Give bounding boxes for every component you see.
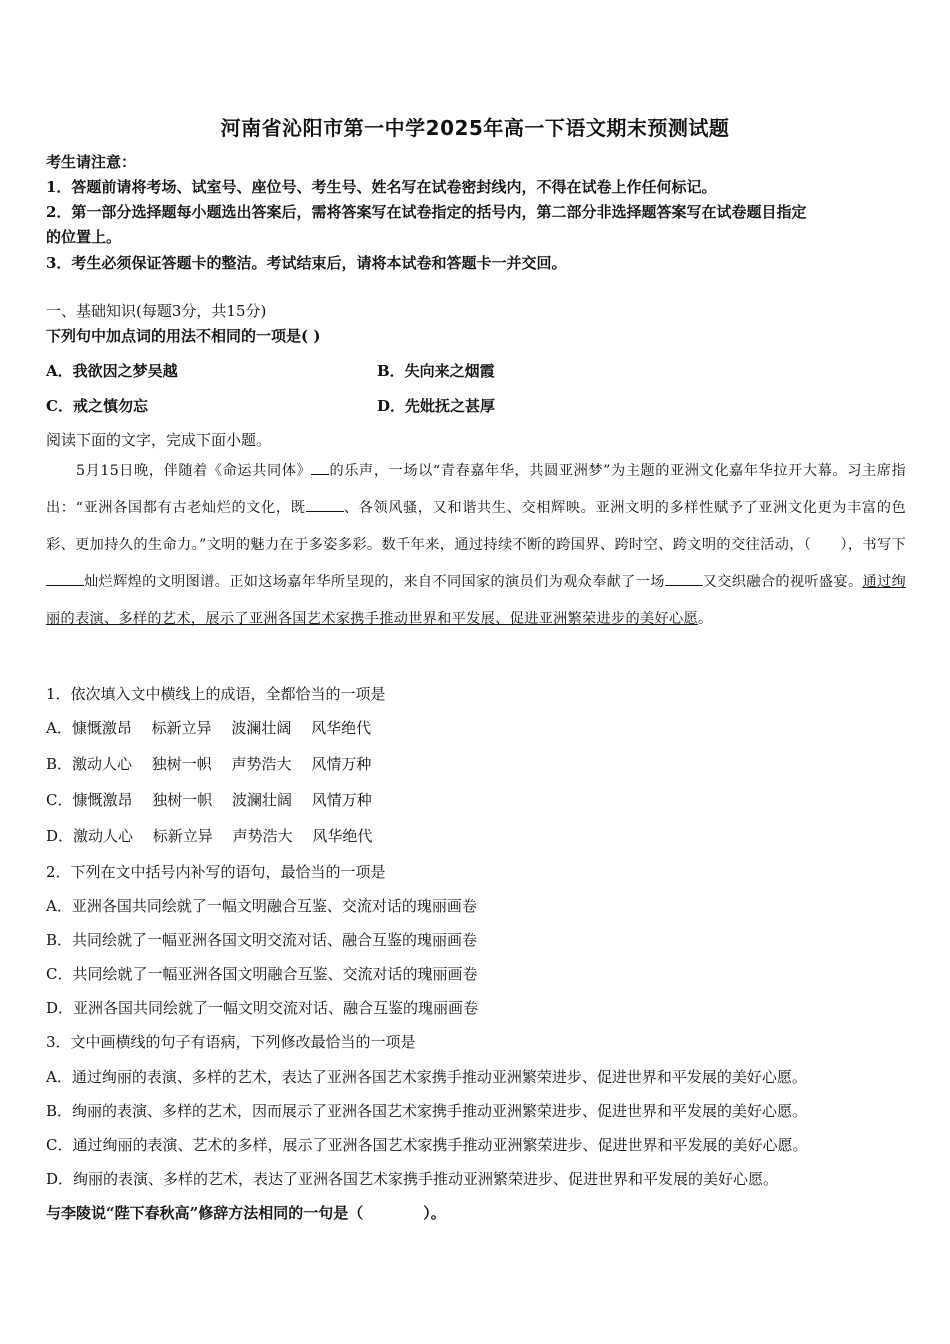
notice-item-3: 3．考生必须保证答题卡的整洁。考试结束后，请将本试卷和答题卡一并交回。 <box>46 254 567 272</box>
q1-option-d: D．先妣抚之甚厚 <box>377 397 496 415</box>
passage-text-4: 灿烂辉煌的文明图谱。正如这场嘉年华所呈现的，来自不同国家的演员们为观众奉献了一场 <box>84 574 665 590</box>
blank-1 <box>311 458 329 475</box>
q1-option-b: B．失向来之烟霞 <box>377 362 495 380</box>
passage-text-2: 的乐声，一场以“青春嘉年华，共圆亚洲梦”为主题的亚洲文化嘉年华拉开大幕。习主席指出：“亚洲各国都有古老灿烂的文化，既 <box>46 463 906 516</box>
q1-option-a: A．我欲因之梦吴越 <box>46 362 178 380</box>
section-heading: 一、基础知识(每题3分，共15分) <box>46 302 267 320</box>
q1-option-c: C．戒之慎勿忘 <box>46 397 148 415</box>
notice-item-2-cont: 的位置上。 <box>46 228 122 246</box>
passage-end: 。 <box>697 611 713 627</box>
q4-option-b: B．绚丽的表演、多样的艺术，因而展示了亚洲各国艺术家携手推动亚洲繁荣进步、促进世界和平发展的美好心愿。 <box>46 1102 808 1120</box>
q1-stem: 下列句中加点词的用法不相同的一项是( ) <box>46 327 321 345</box>
last-question-stem: 与李陵说“陛下春秋高”修辞方法相同的一句是（ ）。 <box>46 1204 446 1222</box>
q3-stem: 2．下列在文中括号内补写的语句，最恰当的一项是 <box>46 863 386 881</box>
underlined-sentence: 通过绚丽的表演、多样的艺术，展示了亚洲各国艺术家携手推动世界和平发展、促进亚洲繁荣进步的美好心愿 <box>46 574 906 627</box>
blank-2 <box>306 495 344 512</box>
q2-stem: 1．依次填入文中横线上的成语，全都恰当的一项是 <box>46 685 386 703</box>
q2-option-c: C．慷慨激昂 独树一帜 波澜壮阔 风情万种 <box>46 791 372 809</box>
passage-text-5: 又交织融合的视听盛宴。 <box>702 574 863 590</box>
q4-option-d: D．绚丽的表演、多样的艺术，表达了亚洲各国艺术家携手推动亚洲繁荣进步、促进世界和平发展的美好心愿。 <box>46 1170 779 1188</box>
q4-stem: 3．文中画横线的句子有语病，下列修改最恰当的一项是 <box>46 1033 416 1051</box>
notice-heading: 考生请注意： <box>46 153 137 171</box>
page-title: 河南省沁阳市第一中学2025年高一下语文期末预测试题 <box>220 116 730 140</box>
reading-passage <box>46 453 906 638</box>
blank-3 <box>46 569 84 586</box>
reading-intro: 阅读下面的文字，完成下面小题。 <box>46 431 272 449</box>
q3-option-b: B．共同绘就了一幅亚洲各国文明交流对话、融合互鉴的瑰丽画卷 <box>46 931 478 949</box>
passage-text-1: 5月15日晚，伴随着《命运共同体》 <box>76 463 312 479</box>
q4-option-c: C．通过绚丽的表演、艺术的多样，展示了亚洲各国艺术家携手推动亚洲繁荣进步、促进世界和平发展的美好心愿。 <box>46 1136 808 1154</box>
q3-option-c: C．共同绘就了一幅亚洲各国文明融合互鉴、交流对话的瑰丽画卷 <box>46 965 478 983</box>
passage-text-3: 、各领风骚，又和谐共生、交相辉映。亚洲文明的多样性赋予了亚洲文化更为丰富的色彩、更加持久的生命力。”文明的魅力在于多姿多彩。数千年来，通过持续不断的跨国界、跨时空、跨文明的交往活动，（ ），书写下 <box>46 500 907 553</box>
q4-option-a: A．通过绚丽的表演、多样的艺术，表达了亚洲各国艺术家携手推动亚洲繁荣进步、促进世界和平发展的美好心愿。 <box>46 1068 807 1086</box>
blank-4 <box>665 569 703 586</box>
q3-option-a: A．亚洲各国共同绘就了一幅文明融合互鉴、交流对话的瑰丽画卷 <box>46 897 477 915</box>
q2-option-b: B．激动人心 独树一帜 声势浩大 风情万种 <box>46 755 372 773</box>
notice-item-1: 1．答题前请将考场、试室号、座位号、考生号、姓名写在试卷密封线内，不得在试卷上作任何标记。 <box>46 178 717 196</box>
notice-item-2: 2．第一部分选择题每小题选出答案后，需将答案写在试卷指定的括号内，第二部分非选择题答案写在试卷题目指定 <box>46 203 807 221</box>
q2-option-d: D．激动人心 标新立异 声势浩大 风华绝代 <box>46 827 373 845</box>
q2-option-a: A．慷慨激昂 标新立异 波澜壮阔 风华绝代 <box>46 719 372 737</box>
q3-option-d: D．亚洲各国共同绘就了一幅文明交流对话、融合互鉴的瑰丽画卷 <box>46 999 479 1017</box>
